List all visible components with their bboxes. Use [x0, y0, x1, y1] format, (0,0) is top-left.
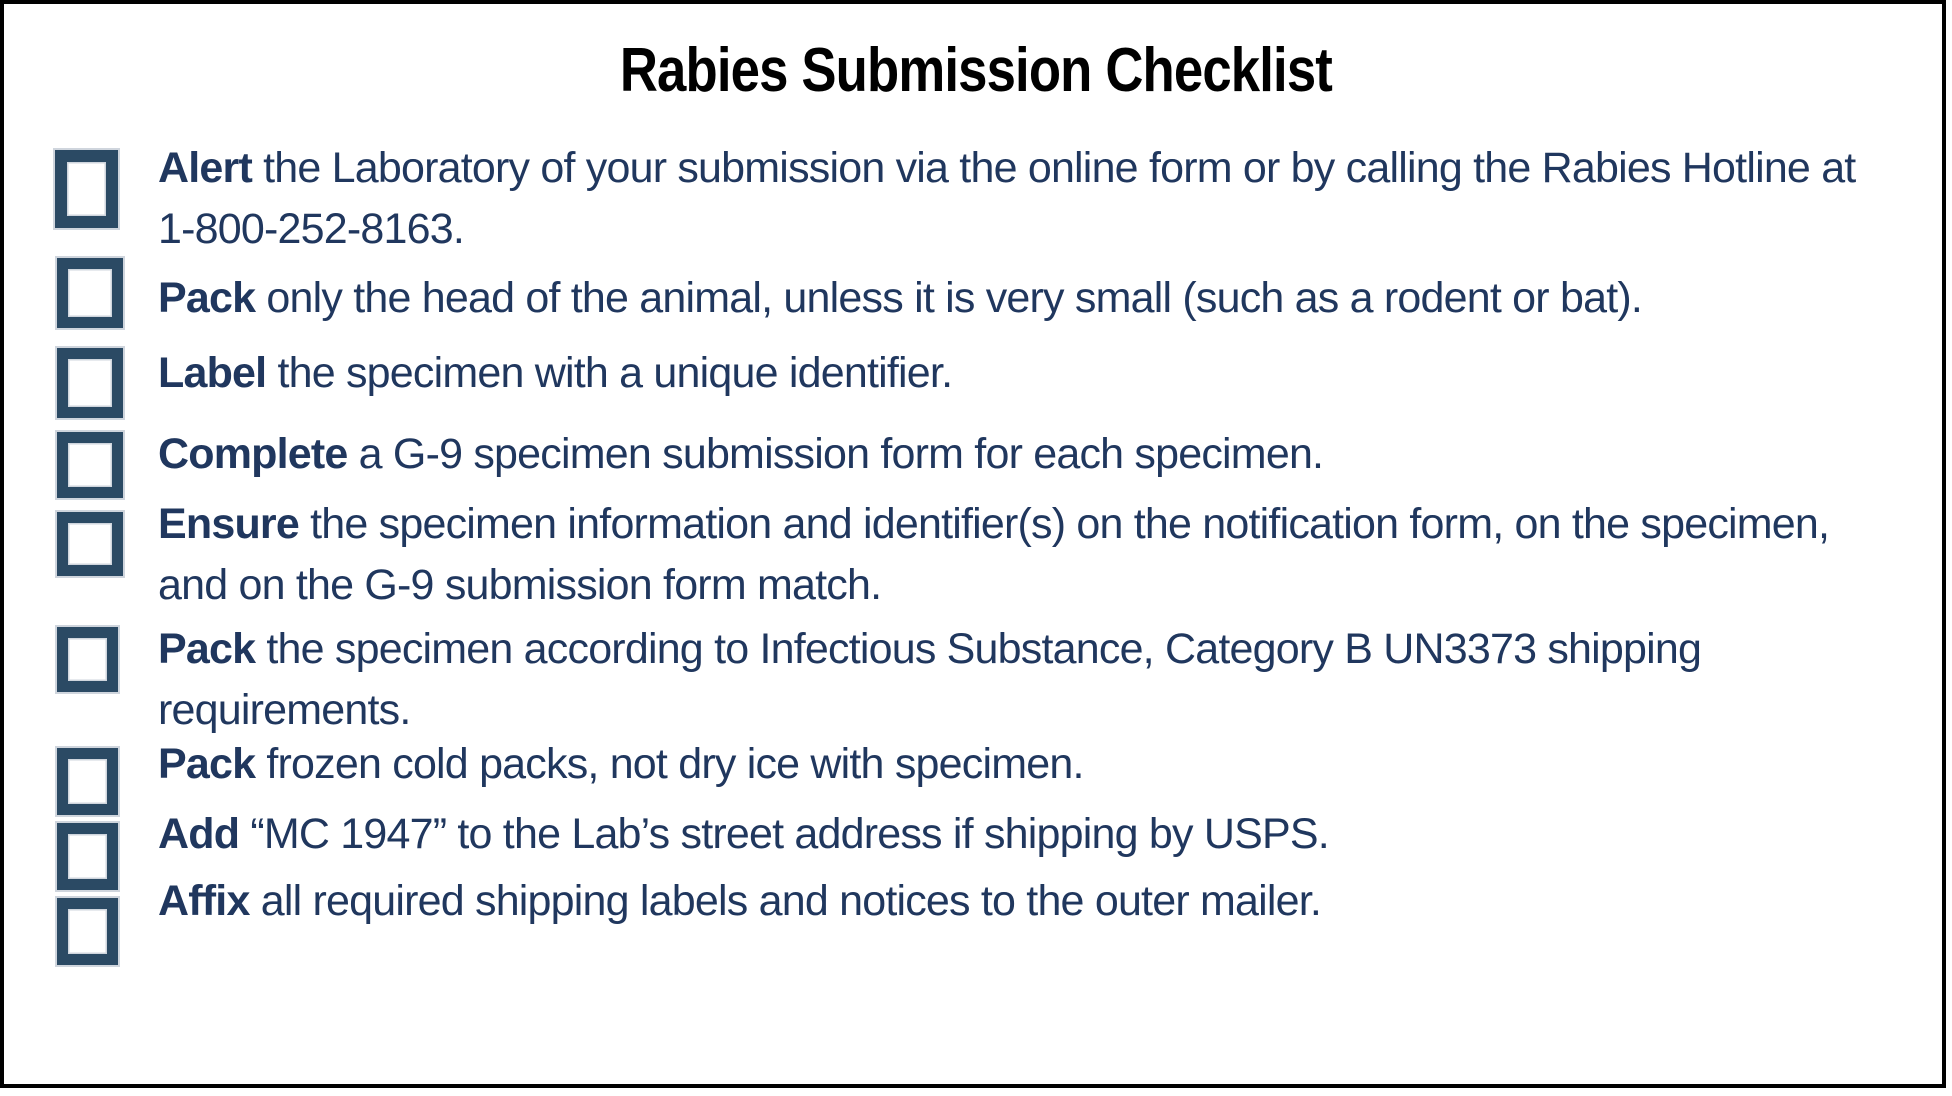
checkbox-unchecked[interactable]: [57, 898, 118, 965]
page-title-text: Rabies Submission Checklist: [619, 36, 1333, 105]
checklist-item-lead-word: Pack: [158, 274, 256, 322]
checkbox-unchecked[interactable]: [57, 432, 123, 498]
checkbox-unchecked[interactable]: [57, 348, 123, 418]
checklist-item-lead-word: Complete: [158, 430, 348, 478]
checklist-item-lead-word: Pack: [158, 625, 256, 673]
checklist-item-rest-text: only the head of the animal, unless it is very small (such as a rodent or bat).: [255, 274, 1643, 322]
page-title: [0, 34, 1952, 108]
checkbox-unchecked[interactable]: [57, 258, 123, 328]
checklist-item-rest-text: all required shipping labels and notices to the outer mailer.: [249, 877, 1322, 925]
checklist-item-lead-word: Alert: [158, 144, 252, 192]
checklist-item-lead-word: Pack: [158, 740, 256, 788]
checklist-item-lead-word: Ensure: [158, 500, 299, 548]
checkbox-unchecked[interactable]: [55, 150, 118, 228]
checkbox-unchecked[interactable]: [57, 748, 118, 815]
checklist-item-lead-word: Affix: [158, 877, 250, 925]
checklist-item-rest-text: the specimen information and identifier(s) on the notification form, on the specimen, and on the G-9 submission form match.: [158, 500, 1830, 609]
checklist-item-rest-text: the specimen according to Infectious Substance, Category B UN3373 shipping requirements.: [158, 625, 1702, 734]
checklist-item-lead-word: Label: [158, 349, 267, 397]
checklist-item-rest-text: frozen cold packs, not dry ice with specimen.: [255, 740, 1084, 788]
checkbox-unchecked[interactable]: [57, 627, 118, 692]
checkbox-unchecked[interactable]: [57, 512, 123, 576]
checklist-item-rest-text: “MC 1947” to the Lab’s street address if shipping by USPS.: [239, 810, 1329, 858]
checklist-item-rest-text: a G-9 specimen submission form for each specimen.: [347, 430, 1324, 478]
checklist-item-lead-word: Add: [158, 810, 240, 858]
checkbox-unchecked[interactable]: [57, 823, 118, 890]
checklist-item-rest-text: the Laboratory of your submission via the online form or by calling the Rabies Hotline at 1-800-252-8163.: [158, 144, 1856, 253]
checklist-item-rest-text: the specimen with a unique identifier.: [266, 349, 953, 397]
